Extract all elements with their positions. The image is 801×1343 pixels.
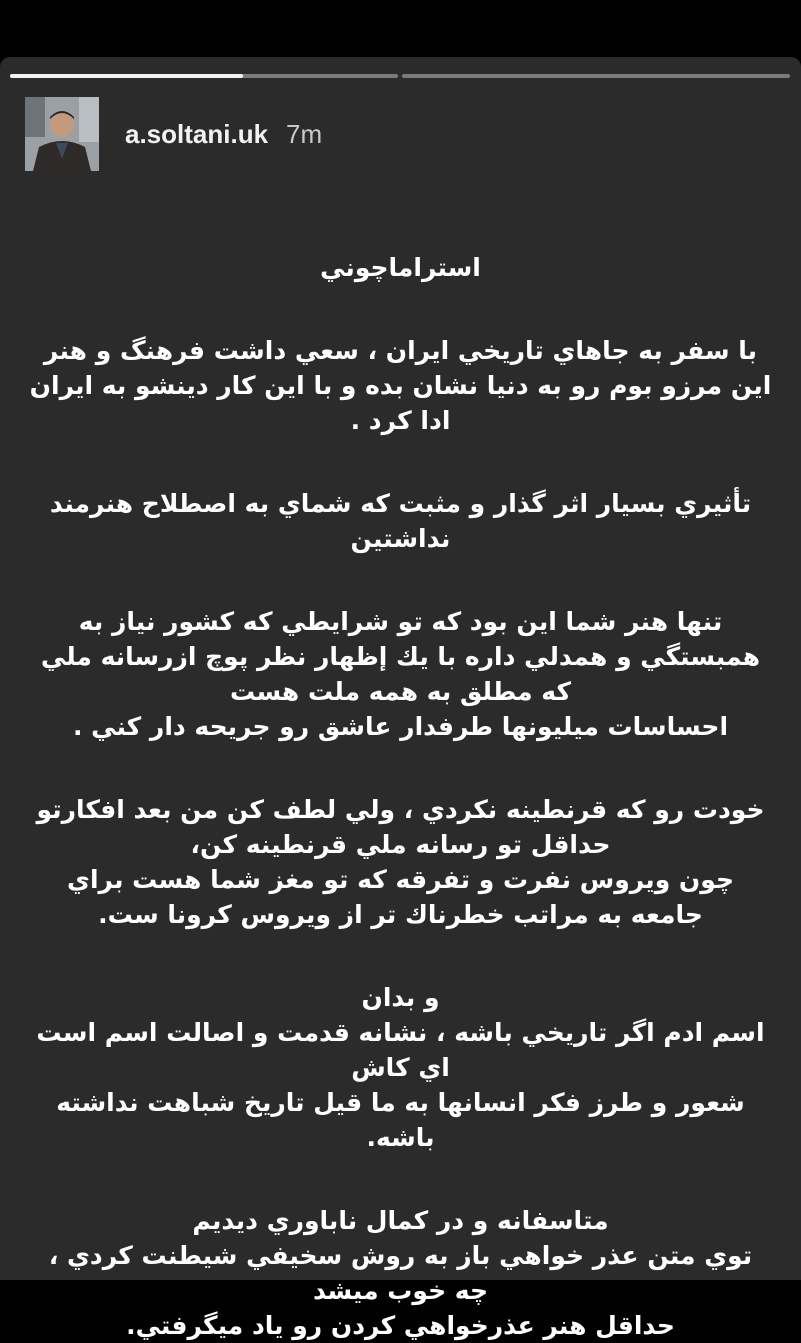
story-paragraph	[14, 250, 787, 285]
story-paragraph	[14, 486, 787, 556]
story-text-line: اين مرزو بوم رو به دنيا نشان بده و با اين كار دينشو به ايران	[29, 371, 772, 400]
story-paragraph	[14, 604, 787, 744]
avatar[interactable]	[25, 97, 99, 171]
story-header	[25, 97, 322, 171]
story-text-line: چون ويروس نفرت و تفرقه كه تو مغز شما هست براي	[67, 865, 734, 894]
story-text-line: چه خوب ميشد	[313, 1276, 488, 1305]
story-progress-fill	[10, 74, 243, 78]
story-text-line: حداقل هنر عذرخواهي كردن رو ياد ميگرفتي.	[126, 1311, 675, 1340]
story-text-line: و بدان	[361, 983, 440, 1012]
story-paragraph	[14, 792, 787, 932]
story-progress-segment-2	[402, 74, 790, 78]
story-text-line: تنها هنر شما اين بود كه تو شرايطي كه كشور نياز به	[78, 607, 723, 636]
story-text-line: ادا كرد .	[350, 406, 451, 435]
story-viewer[interactable]	[0, 57, 801, 1340]
story-text-line: استراماچوني	[320, 253, 481, 282]
post-time: 7m	[286, 118, 323, 149]
story-text-line: همبستگي و همدلي داره با يك إظهار نظر پوچ ازرسانه ملي	[40, 642, 761, 671]
story-text-line: حداقل تو رسانه ملي قرنطينه كن،	[190, 830, 611, 859]
story-text-line: شعور و طرز فكر انسانها به ما قيل تاريخ شباهت نداشته	[56, 1088, 745, 1117]
story-text-line: جامعه به مراتب خطرناك تر از ويروس كرونا ست.	[98, 900, 703, 929]
story-paragraph	[14, 333, 787, 438]
story-text-line: خودت رو كه قرنطينه نكردي ، ولي لطف كن من بعد افكارتو	[36, 795, 765, 824]
story-text-line: توي متن عذر خواهي باز به روش سخيفي شيطنت كردي ،	[48, 1241, 753, 1270]
story-text-line: كه مطلق به همه ملت هست	[230, 677, 571, 706]
story-text-line: با سفر به جاهاي تاريخي ايران ، سعي داشت فرهنگ و هنر	[43, 336, 758, 365]
story-paragraph	[14, 980, 787, 1155]
story-text-line: احساسات ميليونها طرفدار عاشق رو جريحه دار كني .	[72, 712, 729, 741]
story-text-line: متاسفانه و در كمال ناباوري ديديم	[192, 1206, 609, 1235]
username[interactable]: a.soltani.uk	[125, 118, 269, 149]
story-paragraph	[14, 1203, 787, 1343]
story-text-line: نداشتين	[350, 524, 451, 553]
story-progress-segment-1	[10, 74, 398, 78]
story-text-line: اي كاش	[351, 1053, 450, 1082]
story-text-line: تأثيري بسيار اثر گذار و مثبت كه شماي به اصطلاح هنرمند	[49, 489, 752, 518]
story-text-line: باشه.	[366, 1123, 435, 1152]
story-text	[14, 250, 787, 1343]
story-text-line: اسم ادم اگر تاريخي باشه ، نشانه قدمت و اصالت اسم است	[36, 1018, 765, 1047]
